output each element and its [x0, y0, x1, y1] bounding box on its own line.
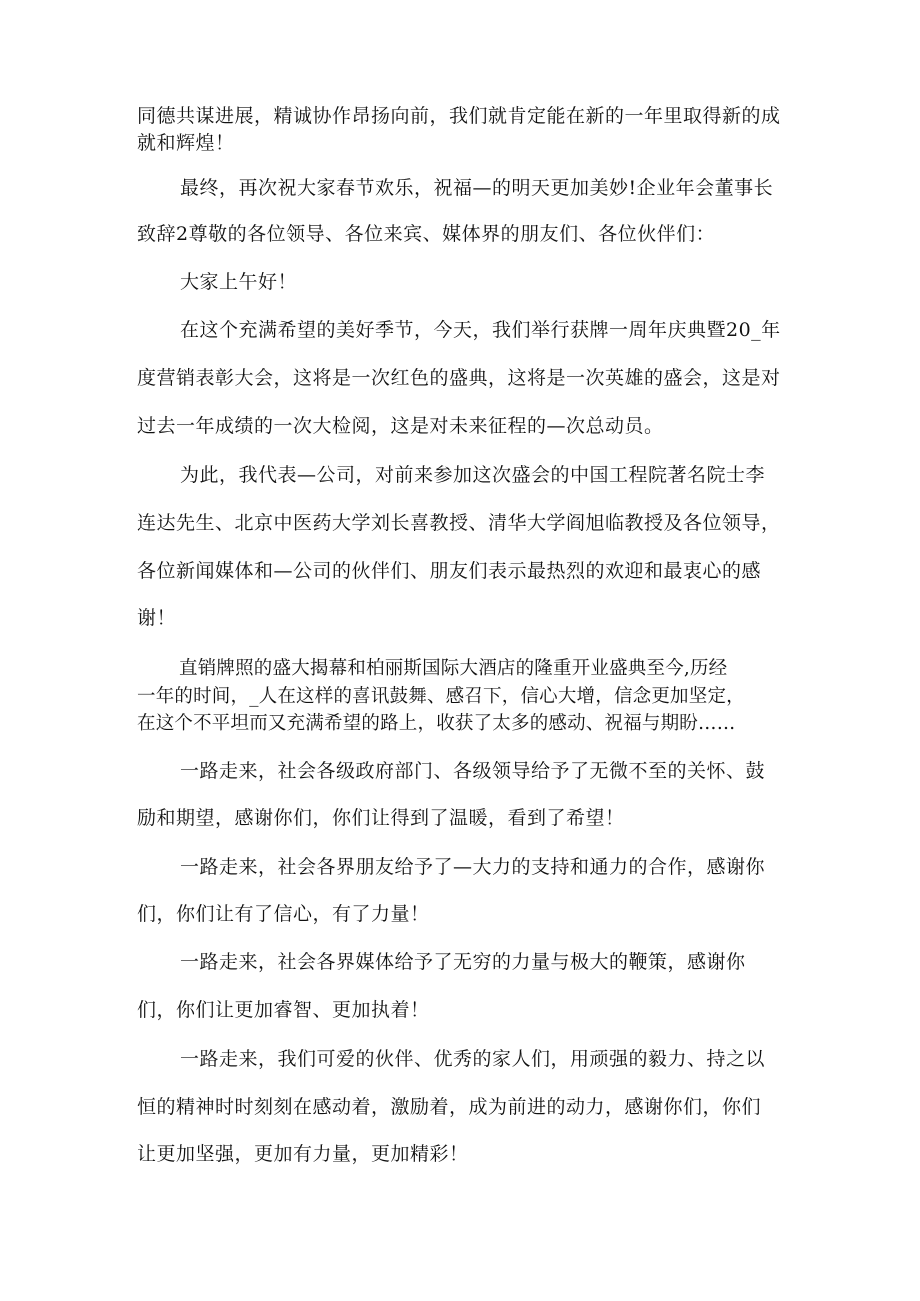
- text-line: 一路走来，社会各级政府部门、各级领导给予了无微不至的关怀、鼓: [180, 760, 766, 782]
- text-line: 一路走来，我们可爱的伙伴、优秀的家人们，用顽强的毅力、持之以: [180, 1048, 766, 1070]
- text-line: 过去一年成绩的一次大检阅，这是对未来征程的—次总动员。: [137, 415, 664, 437]
- text-line: 一路走来，社会各界媒体给予了无穷的力量与极大的鞭策，感谢你: [180, 951, 746, 973]
- text-line: 一路走来，社会各界朋友给予了—大力的支持和通力的合作，感谢你: [180, 856, 766, 878]
- text-line: 谢！: [137, 607, 177, 629]
- text-line: 让更加坚强，更加有力量，更加精彩！: [137, 1143, 469, 1165]
- text-line: 各位新闻媒体和—公司的伙伴们、朋友们表示最热烈的欢迎和最衷心的感: [137, 560, 762, 582]
- text-line: 致辞2尊敬的各位领导、各位来宾、媒体界的朋友们、各位伙伴们：: [137, 223, 716, 245]
- text-line: 为此，我代表—公司，对前来参加这次盛会的中国工程院著名院士李: [180, 464, 766, 486]
- text-line: 励和期望，感谢你们，你们让得到了温暖，看到了希望！: [137, 807, 625, 829]
- text-line: 度营销表彰大会，这将是一次红色的盛典，这将是一次英雄的盛会，这是对: [137, 367, 781, 389]
- text-line: 一年的时间，_人在这样的喜讯鼓舞、感召下，信心大增，信念更加坚定，: [137, 686, 745, 707]
- text-line: 们，你们让更加睿智、更加执着！: [137, 999, 430, 1021]
- text-line: 最终，再次祝大家春节欢乐，祝福—的明天更加美妙!企业年会董事长: [180, 177, 774, 199]
- text-line: 同德共谋进展，精诚协作昂扬向前，我们就肯定能在新的一年里取得新的成: [137, 105, 781, 127]
- text-line: 恒的精神时时刻刻在感动着，激励着，成为前进的动力，感谢你们，你们: [137, 1096, 762, 1118]
- text-line: 大家上午好！: [180, 271, 298, 293]
- text-line: 直销牌照的盛大揭幕和柏丽斯国际大酒店的隆重开业盛典至今,历经: [179, 658, 728, 679]
- text-line: 连达先生、北京中医药大学刘长喜教授、清华大学阎旭临教授及各位领导，: [137, 512, 781, 534]
- text-line: 在这个充满希望的美好季节，今天，我们举行获牌一周年庆典暨20_年: [180, 319, 781, 341]
- text-line: 们，你们让有了信心，有了力量！: [137, 903, 430, 925]
- text-line: 就和辉煌！: [137, 132, 235, 154]
- text-line: 在这个不平坦而又充满希望的路上，收获了太多的感动、祝福与期盼……: [137, 713, 736, 734]
